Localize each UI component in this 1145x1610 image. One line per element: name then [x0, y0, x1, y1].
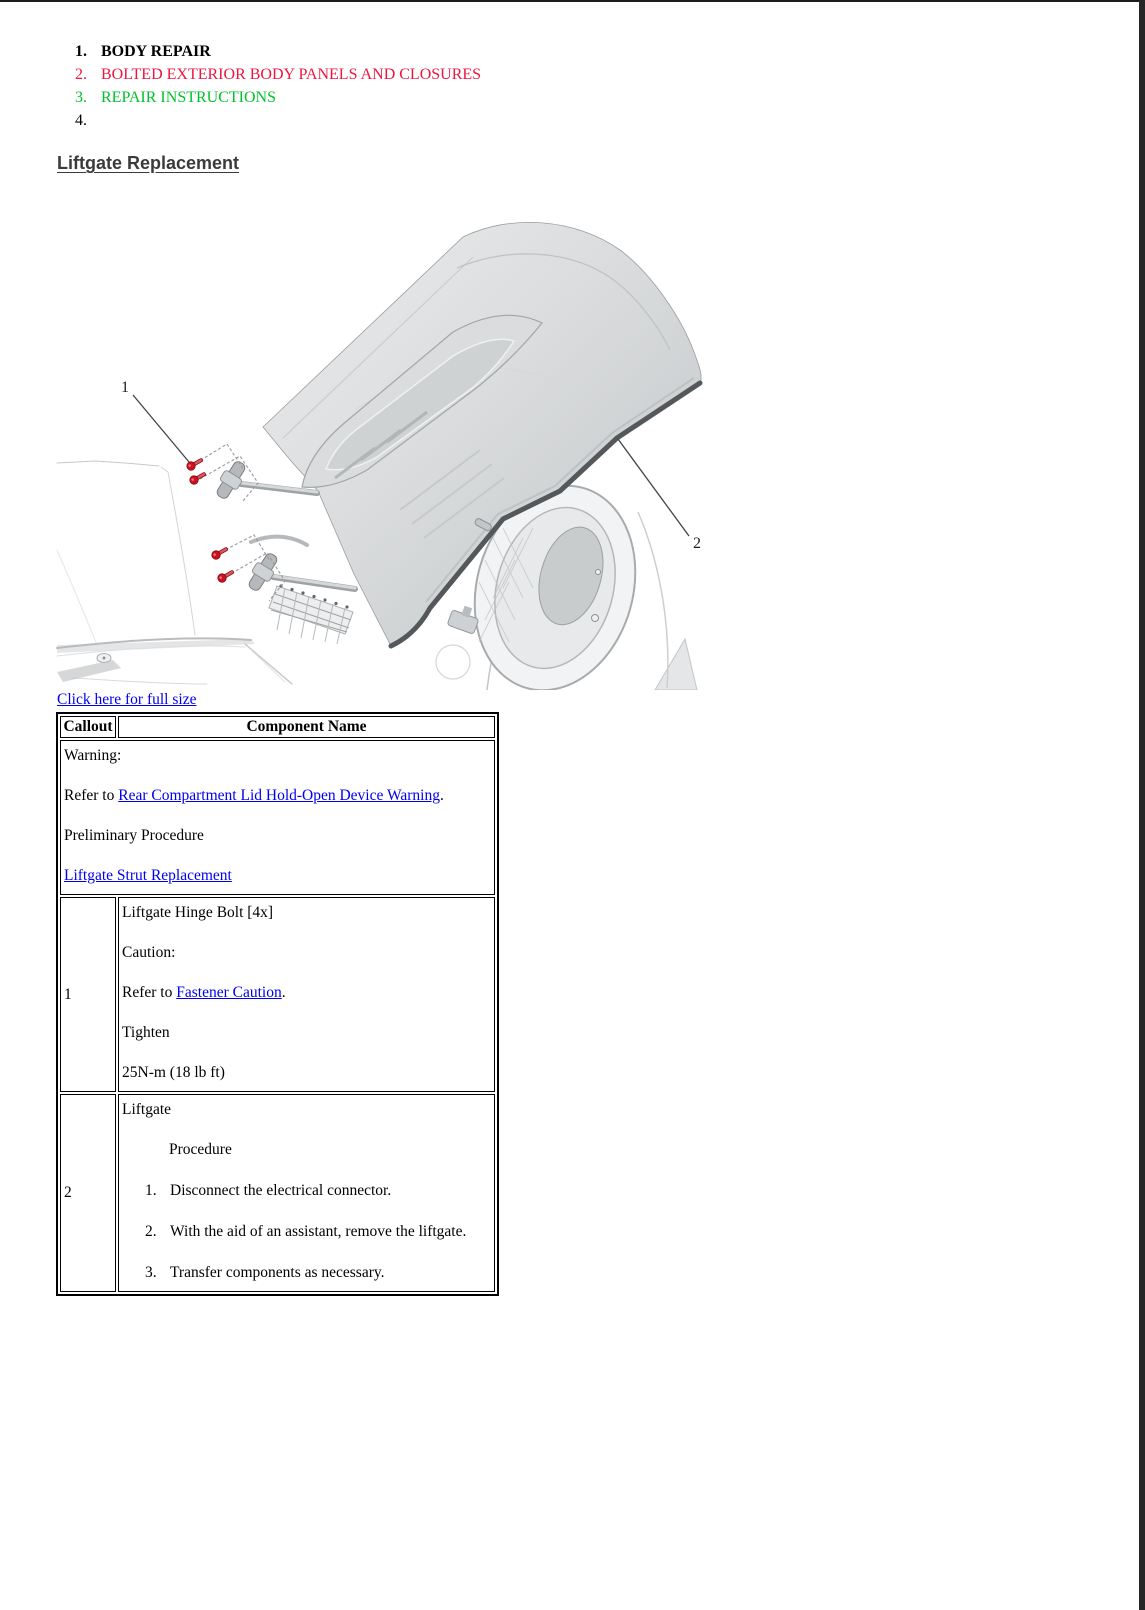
page-right-border: [1139, 0, 1145, 1610]
fastener-caution-link[interactable]: Fastener Caution: [176, 984, 282, 1001]
warning-label: Warning:: [64, 747, 122, 764]
caution-refer: Refer to Fastener Caution.: [122, 984, 286, 1001]
component-name: Liftgate Hinge Bolt [4x]: [122, 904, 274, 921]
breadcrumb-label[interactable]: REPAIR INSTRUCTIONS: [101, 89, 276, 106]
procedure-label: Procedure: [169, 1141, 232, 1158]
hold-open-warning-link[interactable]: Rear Compartment Lid Hold-Open Device Warning: [118, 787, 440, 804]
procedure-step: 1. Disconnect the electrical connector.: [145, 1182, 392, 1199]
breadcrumb-item-repair-instructions[interactable]: [75, 90, 481, 106]
bolt-2: [188, 470, 207, 486]
liftgate-strut-replacement-link[interactable]: Liftgate Strut Replacement: [64, 867, 232, 884]
col-header-callout: Callout: [60, 716, 116, 738]
tighten-label: Tighten: [122, 1024, 170, 1041]
warning-refer: Refer to Rear Compartment Lid Hold-Open Device Warning.: [64, 787, 444, 804]
breadcrumb-number: 4.: [75, 112, 87, 129]
liftgate-illustration: [55, 220, 715, 690]
table-row-callout-2: [60, 1094, 495, 1292]
callout-1-label: 1: [121, 379, 129, 396]
component-name: Liftgate: [122, 1101, 172, 1118]
col-header-component-name: Component Name: [118, 716, 495, 738]
breadcrumb-label[interactable]: BOLTED EXTERIOR BODY PANELS AND CLOSURES: [101, 66, 482, 83]
bolt-1: [185, 456, 204, 472]
procedure-step: 2. With the aid of an assistant, remove the liftgate.: [145, 1223, 467, 1240]
breadcrumb-item-bolted-exterior[interactable]: [75, 67, 481, 83]
breadcrumb-number: 2.: [75, 66, 87, 83]
breadcrumb: [75, 44, 481, 136]
table-row-preliminary: [60, 740, 495, 895]
wiring-grid: [269, 584, 353, 644]
breadcrumb-item-4: [75, 113, 481, 129]
page-top-border: [0, 0, 1145, 2]
callout-cell-2: 2: [60, 1094, 116, 1292]
callout-cell-1: 1: [60, 897, 116, 1092]
callout-1-leader: [133, 395, 189, 462]
breadcrumb-label[interactable]: BODY REPAIR: [101, 43, 211, 60]
breadcrumb-number: 1.: [75, 43, 87, 60]
breadcrumb-number: 3.: [75, 89, 87, 106]
full-size-link[interactable]: Click here for full size: [57, 691, 197, 708]
callout-2-leader: [618, 439, 689, 536]
preliminary-procedure-label: Preliminary Procedure: [64, 827, 204, 844]
procedure-step: 3. Transfer components as necessary.: [145, 1264, 385, 1281]
torque-value: 25N-m (18 lb ft): [122, 1064, 225, 1081]
table-header-row: [60, 716, 495, 738]
bolt-4: [216, 568, 235, 584]
component-table: [56, 712, 499, 1296]
caution-label: Caution:: [122, 944, 176, 961]
table-row-callout-1: [60, 897, 495, 1092]
bolt-3: [210, 545, 229, 561]
breadcrumb-item-body-repair[interactable]: [75, 44, 481, 60]
page-title: Liftgate Replacement: [57, 153, 240, 173]
callout-2-label: 2: [693, 535, 701, 552]
